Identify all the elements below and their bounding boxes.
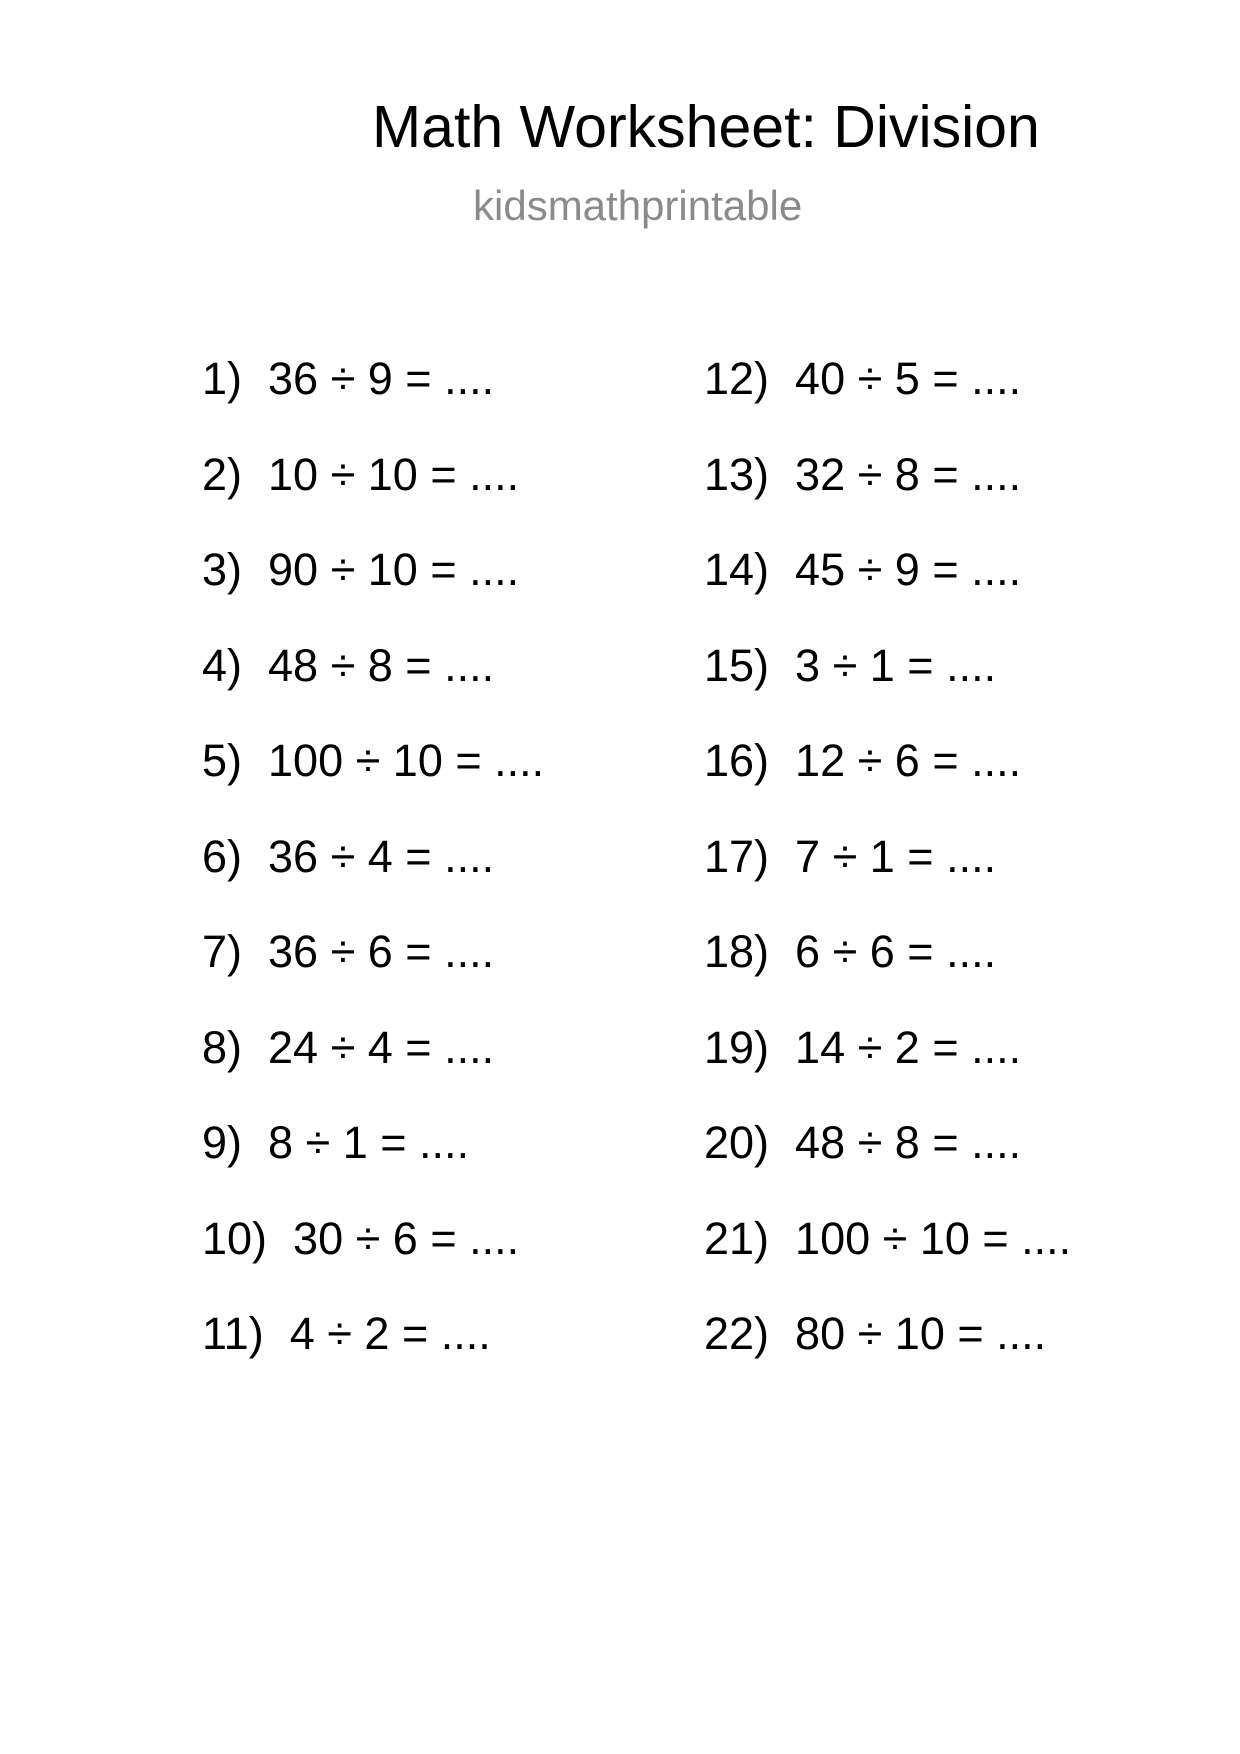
problem-item (704, 1212, 1072, 1312)
problem-item (202, 448, 544, 548)
problem-expression: 80 ÷ 10 = .... (795, 1308, 1047, 1359)
problem-item (704, 830, 1071, 930)
problem-expression: 8 ÷ 1 = .... (268, 1117, 470, 1168)
problem-item (202, 926, 544, 1025)
problem-item (704, 1117, 1071, 1216)
problem-expression: 90 ÷ 10 = .... (268, 544, 520, 595)
problem-expression: 36 ÷ 9 = .... (268, 353, 495, 404)
problem-number: 5) (202, 735, 243, 786)
problem-number: 1) (202, 353, 243, 404)
worksheet-title: Math Worksheet: Division (372, 94, 1040, 160)
problem-number: 10) (202, 1212, 268, 1264)
problem-expression: 100 ÷ 10 = .... (268, 735, 545, 786)
problem-number: 9) (202, 1117, 243, 1168)
problem-item (202, 1117, 544, 1216)
problem-item (202, 639, 544, 739)
problem-item (202, 544, 544, 643)
problem-expression: 48 ÷ 8 = .... (268, 639, 495, 691)
problem-expression: 4 ÷ 2 = .... (289, 1308, 491, 1359)
problem-item (202, 1212, 544, 1312)
problem-number: 2) (202, 448, 243, 500)
problem-expression: 14 ÷ 2 = .... (795, 1021, 1022, 1073)
problem-item (704, 1021, 1071, 1121)
problem-expression: 45 ÷ 9 = .... (795, 544, 1022, 595)
problem-number: 15) (704, 639, 770, 691)
problem-expression: 10 ÷ 10 = .... (268, 448, 520, 500)
problem-item (704, 735, 1071, 834)
problem-number: 22) (704, 1308, 770, 1359)
problem-expression: 30 ÷ 6 = .... (293, 1212, 520, 1264)
problem-expression: 36 ÷ 4 = .... (268, 830, 495, 882)
problem-item (202, 1021, 544, 1121)
problem-item (704, 639, 1071, 739)
problem-expression: 24 ÷ 4 = .... (268, 1021, 495, 1073)
problem-number: 12) (704, 353, 770, 404)
problem-item (704, 1308, 1071, 1407)
problem-number: 17) (704, 830, 770, 882)
problem-number: 6) (202, 830, 243, 882)
problem-item (202, 735, 545, 834)
problem-number: 20) (704, 1117, 770, 1168)
problem-number: 4) (202, 639, 243, 691)
worksheet-source: kidsmathprintable (473, 182, 803, 229)
problems-left-column (202, 353, 545, 1407)
problem-number: 19) (704, 1021, 770, 1073)
problem-number: 21) (704, 1212, 770, 1264)
problem-number: 7) (202, 926, 243, 977)
problem-number: 3) (202, 544, 243, 595)
problem-number: 16) (704, 735, 770, 786)
problem-number: 13) (704, 448, 770, 500)
problem-expression: 3 ÷ 1 = .... (795, 639, 997, 691)
problem-item (704, 926, 1071, 1025)
problems-right-column (704, 353, 1072, 1407)
problem-item (704, 448, 1071, 548)
problem-item (704, 544, 1071, 643)
problem-expression: 7 ÷ 1 = .... (795, 830, 997, 882)
problem-number: 18) (704, 926, 770, 977)
problem-number: 11) (202, 1308, 264, 1359)
problem-expression: 6 ÷ 6 = .... (795, 926, 997, 977)
problem-item (202, 830, 544, 930)
problem-expression: 100 ÷ 10 = .... (795, 1212, 1072, 1264)
problem-item (202, 1308, 544, 1407)
problem-number: 8) (202, 1021, 243, 1073)
problem-expression: 12 ÷ 6 = .... (795, 735, 1022, 786)
problem-expression: 32 ÷ 8 = .... (795, 448, 1022, 500)
problem-item (202, 353, 544, 452)
problem-item (704, 353, 1071, 452)
problem-expression: 48 ÷ 8 = .... (795, 1117, 1022, 1168)
problem-expression: 40 ÷ 5 = .... (795, 353, 1022, 404)
problem-expression: 36 ÷ 6 = .... (268, 926, 495, 977)
problem-number: 14) (704, 544, 770, 595)
